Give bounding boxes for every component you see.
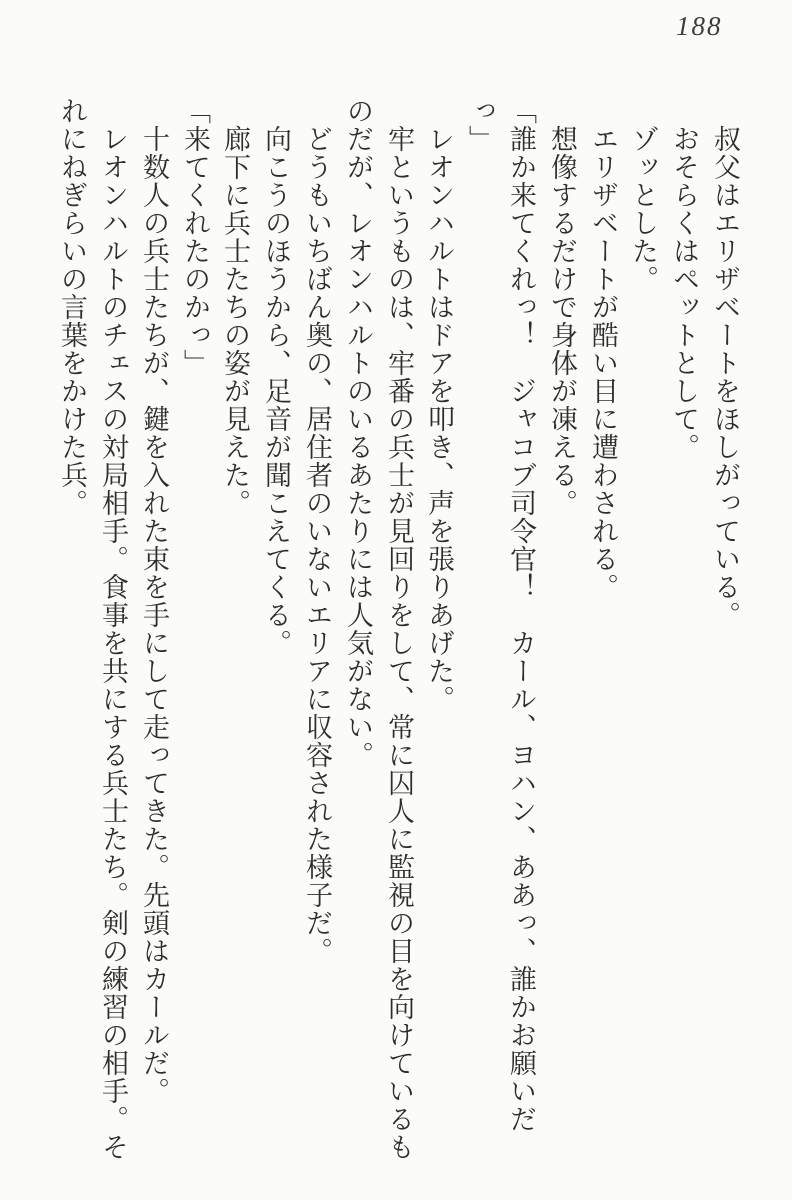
page-number: 188 — [676, 11, 723, 41]
text-line: 牢というものは、牢番の兵士が見回りをして、常に囚人に監視の目を向けているも — [384, 125, 414, 1161]
text-line: おそらくはペットとして。 — [669, 125, 699, 461]
text-line: 廊下に兵士たちの姿が見えた。 — [220, 125, 250, 517]
text-line: 向こうのほうから、足音が聞こえてくる。 — [261, 125, 291, 657]
text-line: れにねぎらいの言葉をかけた兵。 — [57, 97, 87, 517]
text-line: 「誰か来てくれっ！ ジャコブ司令官！ カール、ヨハン、ああっ、誰かお願いだ — [506, 97, 536, 1133]
text-line: のだが、レオンハルトのいるあたりには人気がない。 — [343, 97, 373, 769]
text-line: 想像するだけで身体が凍える。 — [547, 125, 577, 517]
text-line: っ」 — [465, 97, 495, 153]
text-line: レオンハルトのチェスの対局相手。食事を共にする兵士たち。剣の練習の相手。そ — [98, 125, 128, 1161]
text-line: レオンハルトはドアを叩き、声を張りあげた。 — [424, 125, 454, 713]
text-line: 叔父はエリザベートをほしがっている。 — [710, 125, 740, 629]
text-line: 十数人の兵士たちが、鍵を入れた束を手にして走ってきた。先頭はカールだ。 — [139, 125, 169, 1105]
text-line: エリザベートが酷い目に遭わされる。 — [588, 125, 618, 601]
text-line: どうもいちばん奥の、居住者のいないエリアに収容された様子だ。 — [302, 125, 332, 965]
text-line: 「来てくれたのかっ」 — [180, 97, 210, 377]
text-line: ゾッとした。 — [628, 125, 658, 293]
